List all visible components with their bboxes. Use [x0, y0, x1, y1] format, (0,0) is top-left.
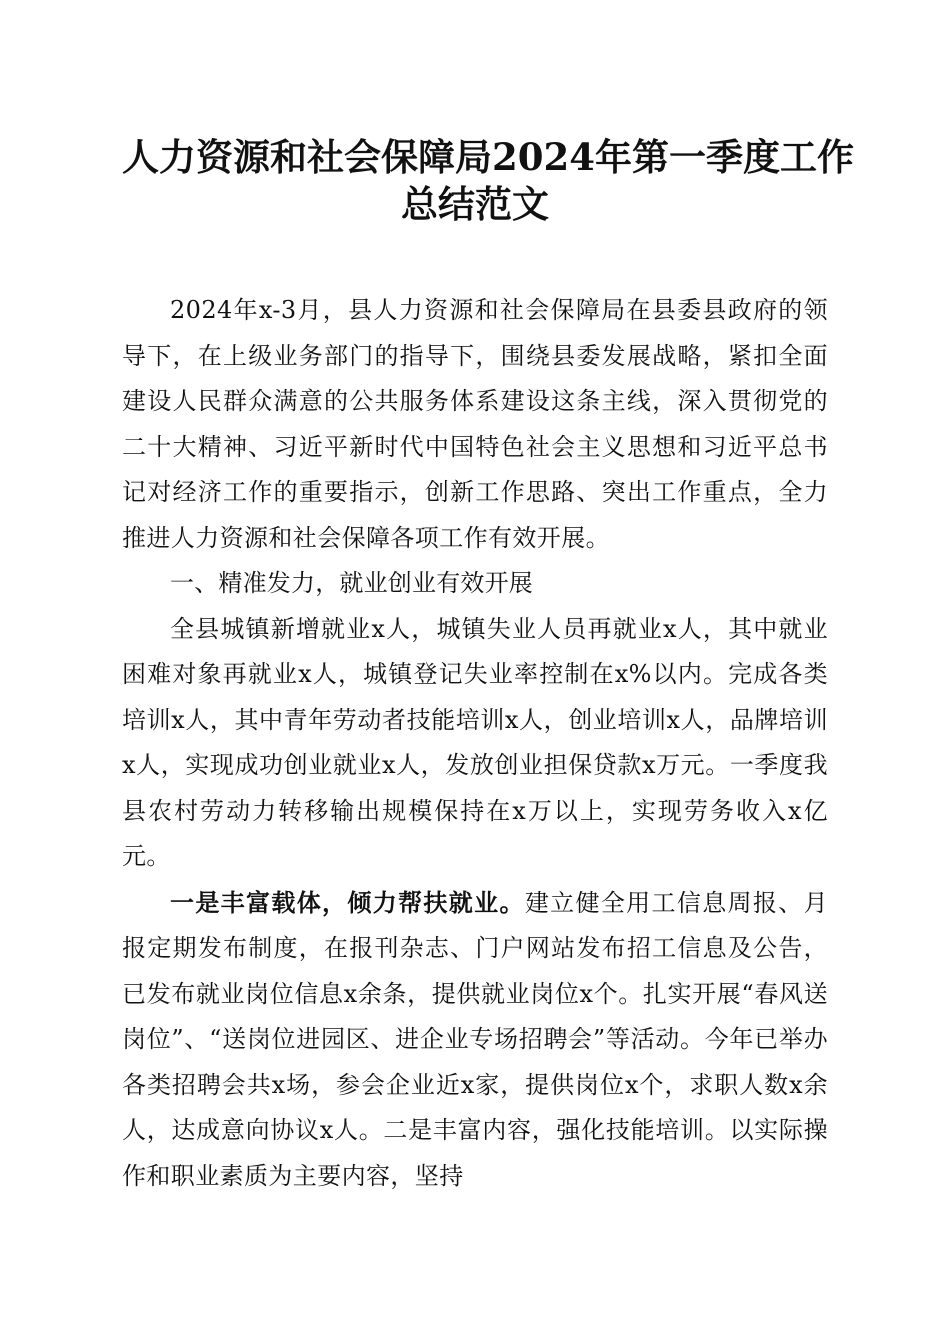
document-body — [122, 288, 828, 1199]
paragraph-body-text: 建立健全用工信息周报、月报定期发布制度，在报刊杂志、门户网站发布招工信息及公告，已发布就业岗位信息x余条，提供就业岗位x个。扎实开展“春风送岗位”、“送岗位进园区、进企业专场招聘会”等活动。今年已举办各类招聘会共x场，参会企业近x家，提供岗位x个，求职人数x余人，达成意向协议x人。二是丰富内容，强化技能培训。以实际操作和职业素质为主要内容，坚持 — [122, 888, 828, 1190]
paragraph-lead-text: 一是丰富载体，倾力帮扶就业。 — [170, 887, 525, 917]
section-heading-1: 一、精准发力，就业创业有效开展 — [170, 569, 533, 597]
employment-summary-paragraph: 全县城镇新增就业x人，城镇失业人员再就业x人，其中就业困难对象再就业x人，城镇登记失业率控制在x%以内。完成各类培训x人，其中青年劳动者技能培训x人，创业培训x人，品牌培训x人，实现成功创业就业x人，发放创业担保贷款x万元。一季度我县农村劳动力转移输出规模保持在x万以上，实现劳务收入x亿元。 — [122, 614, 828, 870]
employment-detail-paragraph — [122, 880, 828, 1200]
document-title — [122, 134, 854, 228]
intro-paragraph: 2024年x-3月，县人力资源和社会保障局在县委县政府的领导下，在上级业务部门的指导下，围绕县委发展战略，紧扣全面建设人民群众满意的公共服务体系建设这条主线，深入贯彻党的二十大精神、习近平新时代中国特色社会主义思想和习近平总书记对经济工作的重要指示，创新工作思路、突出工作重点，全力推进人力资源和社会保障各项工作有效开展。 — [122, 296, 828, 552]
title-line-1: 人力资源和社会保障局2024年第一季度工作 — [122, 135, 854, 179]
title-line-2: 总结范文 — [401, 182, 549, 226]
document-page — [122, 134, 854, 1199]
